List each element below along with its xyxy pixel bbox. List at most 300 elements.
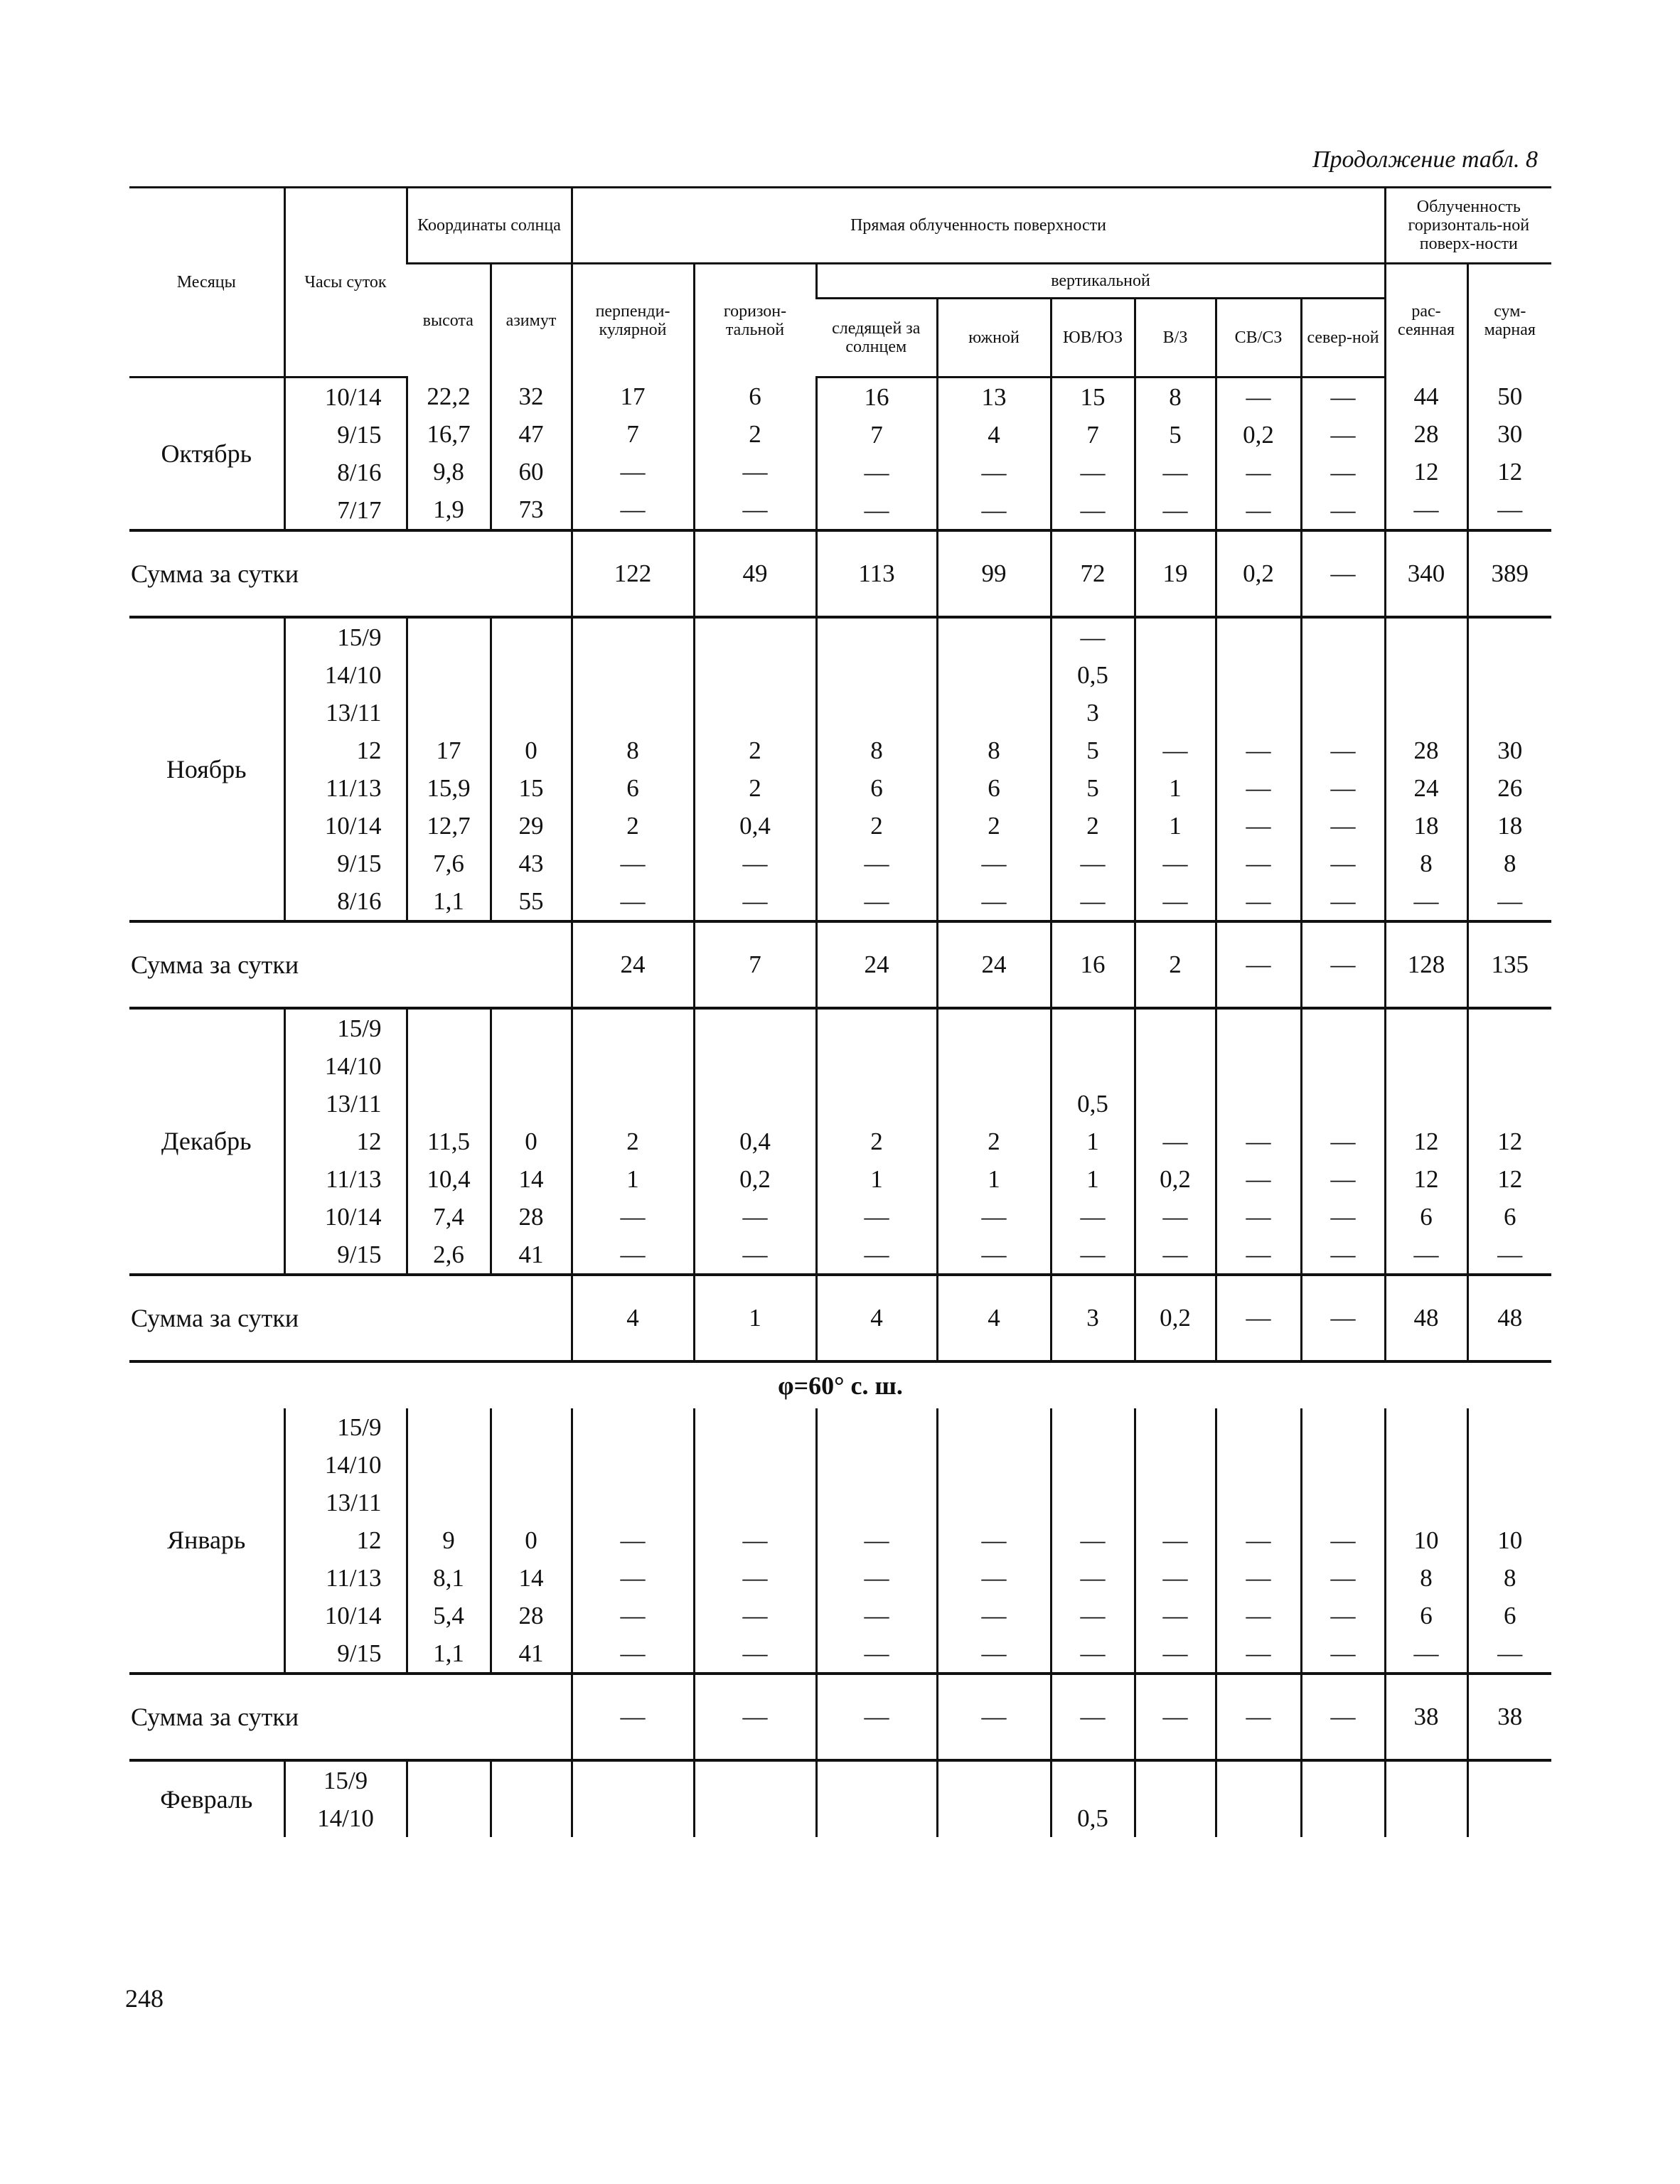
- cell-line: 2: [870, 812, 883, 840]
- cell-line: [1136, 619, 1215, 656]
- cell-line: 0,4: [739, 1128, 771, 1155]
- cell-line: [818, 619, 936, 656]
- cell-line: [1469, 694, 1552, 732]
- cell-line: [1136, 1408, 1215, 1446]
- cell-line: 15/9: [337, 623, 382, 651]
- cell-line: [818, 694, 936, 732]
- hours-cell: [284, 617, 407, 921]
- sum-cell: 48: [1467, 1275, 1551, 1361]
- sum-cell: 7: [694, 921, 816, 1008]
- ne-nw-cell: [1216, 1008, 1301, 1275]
- sum-cell: —: [1301, 921, 1385, 1008]
- cell-line: 1: [1086, 1128, 1099, 1155]
- sum-cell: 0,2: [1216, 530, 1301, 617]
- cell-line: [1302, 1010, 1384, 1047]
- cell-line: 10: [1497, 1526, 1523, 1554]
- cell-line: [1302, 1085, 1384, 1123]
- cell-line: 14: [518, 1564, 544, 1592]
- cell-line: 2: [988, 812, 1000, 840]
- cell-line: [938, 1446, 1050, 1484]
- altitude-cell: [407, 1408, 491, 1674]
- cell-line: —: [864, 887, 889, 915]
- cell-line: 8/16: [337, 887, 382, 915]
- cell-line: 15,9: [427, 774, 471, 802]
- cell-line: [492, 1446, 571, 1484]
- page-number: 248: [125, 1984, 164, 2013]
- perpendicular-cell: [572, 1408, 694, 1674]
- perpendicular-cell: [572, 378, 694, 531]
- cell-line: —: [864, 1564, 889, 1592]
- sum-cell: 19: [1135, 530, 1216, 617]
- cell-line: [492, 619, 571, 656]
- cell-line: 12: [1497, 1165, 1523, 1193]
- cell-line: [695, 619, 815, 656]
- sum-cell: 3: [1051, 1275, 1135, 1361]
- cell-line: 7,6: [433, 850, 464, 877]
- cell-line: —: [1330, 850, 1356, 877]
- cell-line: [1386, 1484, 1467, 1521]
- cell-line: —: [1497, 887, 1523, 915]
- cell-line: 0,4: [739, 812, 771, 840]
- sum-cell: 128: [1385, 921, 1467, 1008]
- e-w-cell: [1135, 378, 1216, 531]
- cell-line: —: [981, 1639, 1007, 1667]
- cell-line: [1469, 1085, 1552, 1123]
- cell-line: [695, 1010, 815, 1047]
- cell-line: —: [742, 1564, 768, 1592]
- cell-line: 8: [626, 737, 639, 764]
- cell-line: —: [1080, 1203, 1106, 1231]
- cell-line: —: [864, 1602, 889, 1629]
- e-w-cell: [1135, 1008, 1216, 1275]
- cell-line: 0,5: [1077, 1804, 1108, 1832]
- cell-line: 28: [518, 1602, 544, 1629]
- latitude-row: [129, 1361, 1551, 1408]
- header-e-w: В/З: [1135, 299, 1216, 378]
- cell-line: —: [1413, 1639, 1439, 1667]
- irradiance-table: [129, 186, 1551, 1837]
- cell-line: —: [620, 850, 646, 877]
- cell-line: [1217, 656, 1300, 694]
- sum-label: Сумма за сутки: [129, 1275, 572, 1361]
- cell-line: 8: [870, 737, 883, 764]
- sum-cell: —: [816, 1674, 937, 1760]
- cell-line: [818, 1446, 936, 1484]
- ne-nw-cell: [1216, 378, 1301, 531]
- cell-line: [1469, 1408, 1552, 1446]
- header-hours: Часы суток: [284, 188, 407, 378]
- north-cell: [1301, 617, 1385, 921]
- scattered-cell: [1385, 378, 1467, 531]
- se-sw-cell: [1051, 378, 1135, 531]
- header-sun-coords: Координаты солнца: [407, 188, 572, 264]
- tracking-cell: [816, 1408, 937, 1674]
- cell-line: [408, 1408, 490, 1446]
- cell-line: —: [1330, 1128, 1356, 1155]
- cell-line: 11/13: [326, 1165, 382, 1193]
- cell-line: [492, 1010, 571, 1047]
- cell-line: —: [1330, 737, 1356, 764]
- cell-line: 24: [1413, 774, 1439, 802]
- cell-line: [695, 1484, 815, 1521]
- cell-line: [1136, 1010, 1215, 1047]
- cell-line: 13: [981, 383, 1007, 411]
- cell-line: 18: [1497, 812, 1523, 840]
- scattered-cell: [1385, 617, 1467, 921]
- sum-label: Сумма за сутки: [129, 921, 572, 1008]
- cell-line: [1469, 656, 1552, 694]
- cell-line: —: [981, 459, 1007, 486]
- cell-line: 12: [356, 737, 382, 764]
- cell-line: —: [1246, 774, 1271, 802]
- cell-line: —: [1330, 496, 1356, 524]
- cell-line: —: [1246, 887, 1271, 915]
- cell-line: [1052, 1047, 1134, 1085]
- cell-line: 1: [1169, 812, 1182, 840]
- cell-line: [408, 1484, 490, 1521]
- cell-line: 15/9: [337, 1015, 382, 1042]
- cell-line: 30: [1497, 737, 1523, 764]
- cell-line: —: [1246, 1526, 1271, 1554]
- cell-line: 13/11: [326, 1090, 382, 1118]
- cell-line: —: [1080, 887, 1106, 915]
- table-body: [129, 378, 1551, 1838]
- cell-line: 2,6: [433, 1241, 464, 1268]
- cell-line: [1469, 1010, 1552, 1047]
- total-cell: [1467, 378, 1551, 531]
- cell-line: —: [620, 1602, 646, 1629]
- cell-line: 32: [518, 382, 544, 411]
- cell-line: [695, 656, 815, 694]
- cell-line: 12: [1413, 1165, 1439, 1193]
- cell-line: [938, 1085, 1050, 1123]
- cell-line: —: [981, 1602, 1007, 1629]
- total-cell: [1467, 1408, 1551, 1674]
- cell-line: —: [864, 1639, 889, 1667]
- cell-line: [1052, 1010, 1134, 1047]
- north-cell: [1301, 1408, 1385, 1674]
- cell-line: —: [1330, 1639, 1356, 1667]
- cell-line: 1,1: [433, 887, 464, 915]
- se-sw-cell: [1051, 1008, 1135, 1275]
- cell-line: —: [1080, 1639, 1106, 1667]
- cell-line: 8/16: [337, 459, 382, 486]
- cell-line: 14/10: [317, 1804, 374, 1832]
- sum-cell: 4: [572, 1275, 694, 1361]
- cell-line: 12: [1497, 1128, 1523, 1155]
- cell-line: 60: [518, 458, 544, 486]
- cell-line: —: [1246, 1241, 1271, 1268]
- cell-line: 44: [1413, 382, 1439, 411]
- cell-line: 47: [518, 420, 544, 449]
- cell-line: 0,2: [1243, 421, 1274, 449]
- cell-line: [408, 1085, 490, 1123]
- cell-line: —: [620, 1526, 646, 1554]
- cell-line: [938, 1408, 1050, 1446]
- cell-line: [1136, 1446, 1215, 1484]
- cell-line: —: [620, 1564, 646, 1592]
- cell-line: [1469, 619, 1552, 656]
- cell-line: 2: [749, 420, 761, 449]
- cell-line: [1302, 1484, 1384, 1521]
- month-cell: Декабрь: [161, 1127, 252, 1155]
- cell-line: —: [864, 1241, 889, 1268]
- cell-line: 11,5: [427, 1128, 470, 1155]
- hours-cell: [284, 1008, 407, 1275]
- sum-cell: 113: [816, 530, 937, 617]
- cell-line: —: [620, 496, 646, 524]
- total-cell: [1467, 617, 1551, 921]
- cell-line: 11/13: [326, 1564, 382, 1592]
- cell-line: 13/11: [326, 699, 382, 727]
- sum-cell: —: [1135, 1674, 1216, 1760]
- sum-cell: —: [1301, 1674, 1385, 1760]
- cell-line: —: [620, 458, 646, 486]
- cell-line: 14/10: [324, 1451, 382, 1479]
- azimuth-cell: [491, 1760, 572, 1837]
- cell-line: 28: [1413, 420, 1439, 449]
- cell-line: 10/14: [324, 383, 382, 411]
- cell-line: [408, 619, 490, 656]
- cell-line: 6: [1420, 1203, 1433, 1231]
- cell-line: —: [1080, 1526, 1106, 1554]
- sum-cell: 4: [937, 1275, 1051, 1361]
- cell-line: 22,2: [427, 382, 471, 411]
- cell-line: [1217, 1047, 1300, 1085]
- cell-line: 12: [1497, 458, 1523, 486]
- cell-line: —: [1080, 1602, 1106, 1629]
- cell-line: —: [981, 1241, 1007, 1268]
- cell-line: 2: [749, 737, 761, 764]
- cell-line: —: [1246, 1564, 1271, 1592]
- cell-line: 0,5: [1077, 661, 1108, 689]
- header-north: север-ной: [1301, 299, 1385, 378]
- sum-cell: —: [937, 1674, 1051, 1760]
- cell-line: [1386, 1010, 1467, 1047]
- cell-line: [573, 656, 693, 694]
- cell-line: 12,7: [427, 812, 471, 840]
- cell-line: —: [1246, 1602, 1271, 1629]
- perpendicular-cell: [572, 1760, 694, 1837]
- hours-cell: [284, 1760, 407, 1837]
- cell-line: 6: [870, 774, 883, 802]
- cell-line: 5,4: [433, 1602, 464, 1629]
- cell-line: [573, 619, 693, 656]
- header-south: южной: [937, 299, 1051, 378]
- cell-line: 11/13: [326, 774, 382, 802]
- cell-line: 1: [1086, 1165, 1099, 1193]
- table-row: [129, 378, 1551, 531]
- cell-line: [1302, 656, 1384, 694]
- ne-nw-cell: [1216, 617, 1301, 921]
- cell-line: [1217, 1446, 1300, 1484]
- cell-line: 4: [988, 421, 1000, 449]
- cell-line: —: [1330, 459, 1356, 486]
- se-sw-cell: [1051, 1408, 1135, 1674]
- cell-line: 12: [356, 1526, 382, 1554]
- tracking-cell: [816, 1008, 937, 1275]
- cell-line: —: [742, 458, 768, 486]
- sum-cell: 389: [1467, 530, 1551, 617]
- cell-line: —: [981, 887, 1007, 915]
- cell-line: —: [981, 850, 1007, 877]
- cell-line: 50: [1497, 382, 1523, 411]
- cell-line: [1386, 1446, 1467, 1484]
- cell-line: [1469, 1047, 1552, 1085]
- header-months: Месяцы: [129, 188, 284, 378]
- cell-line: 18: [1413, 812, 1439, 840]
- header-altitude: высота: [407, 264, 491, 378]
- cell-line: —: [1246, 1165, 1271, 1193]
- hours-cell: [284, 1408, 407, 1674]
- cell-line: 12: [1413, 458, 1439, 486]
- cell-line: —: [1330, 1203, 1356, 1231]
- cell-line: —: [1330, 812, 1356, 840]
- cell-line: —: [1330, 774, 1356, 802]
- azimuth-cell: [491, 1008, 572, 1275]
- cell-line: —: [1162, 1564, 1188, 1592]
- cell-line: [1217, 1010, 1300, 1047]
- perpendicular-cell: [572, 1008, 694, 1275]
- cell-line: —: [742, 1639, 768, 1667]
- cell-line: 0,5: [1077, 1090, 1108, 1118]
- cell-line: 0,2: [1160, 1165, 1191, 1193]
- cell-line: 2: [626, 1128, 639, 1155]
- perpendicular-cell: [572, 617, 694, 921]
- south-cell: [937, 378, 1051, 531]
- cell-line: —: [864, 850, 889, 877]
- cell-line: —: [981, 1526, 1007, 1554]
- cell-line: [1386, 656, 1467, 694]
- cell-line: —: [742, 1203, 768, 1231]
- cell-line: 7: [626, 420, 639, 449]
- table-row: [129, 1408, 1551, 1674]
- header-direct: Прямая облученность поверхности: [572, 188, 1385, 264]
- sum-label: Сумма за сутки: [129, 1674, 572, 1760]
- cell-line: 9/15: [337, 1241, 382, 1268]
- cell-line: 12: [356, 1128, 382, 1155]
- cell-line: —: [981, 496, 1007, 524]
- cell-line: 10/14: [324, 1602, 382, 1629]
- ne-nw-cell: [1216, 1760, 1301, 1837]
- cell-line: —: [1080, 496, 1106, 524]
- cell-line: 41: [518, 1241, 544, 1268]
- cell-line: [492, 656, 571, 694]
- cell-line: 5: [1086, 774, 1099, 802]
- sum-cell: 0,2: [1135, 1275, 1216, 1361]
- cell-line: 2: [1086, 812, 1099, 840]
- cell-line: 7,4: [433, 1203, 464, 1231]
- sum-row: [129, 530, 1551, 617]
- sum-cell: 1: [694, 1275, 816, 1361]
- cell-line: 29: [518, 812, 544, 840]
- cell-line: [818, 656, 936, 694]
- cell-line: [1386, 1085, 1467, 1123]
- month-cell: Февраль: [160, 1784, 253, 1814]
- cell-line: [938, 1484, 1050, 1521]
- hours-cell: [284, 378, 407, 531]
- sum-label: Сумма за сутки: [129, 530, 572, 617]
- cell-line: —: [1246, 812, 1271, 840]
- altitude-cell: [407, 617, 491, 921]
- north-cell: [1301, 1008, 1385, 1275]
- sum-cell: 38: [1467, 1674, 1551, 1760]
- cell-line: [1052, 1484, 1134, 1521]
- cell-line: 12: [1413, 1128, 1439, 1155]
- cell-line: [573, 694, 693, 732]
- cell-line: [1302, 1408, 1384, 1446]
- cell-line: 28: [518, 1203, 544, 1231]
- horizontal-cell: [694, 617, 816, 921]
- cell-line: —: [981, 1564, 1007, 1592]
- azimuth-cell: [491, 378, 572, 531]
- cell-line: 0: [525, 1526, 537, 1554]
- cell-line: 10/14: [324, 1203, 382, 1231]
- cell-line: [938, 1010, 1050, 1047]
- sum-cell: 2: [1135, 921, 1216, 1008]
- azimuth-cell: [491, 1408, 572, 1674]
- cell-line: 73: [518, 496, 544, 524]
- sum-cell: 135: [1467, 921, 1551, 1008]
- cell-line: —: [1080, 1241, 1106, 1268]
- cell-line: [938, 619, 1050, 656]
- cell-line: 7: [870, 421, 883, 449]
- horizontal-cell: [694, 1408, 816, 1674]
- cell-line: —: [1330, 1165, 1356, 1193]
- cell-line: —: [1246, 737, 1271, 764]
- se-sw-cell: [1051, 617, 1135, 921]
- cell-line: 16,7: [427, 420, 471, 449]
- cell-line: 28: [1413, 737, 1439, 764]
- cell-line: —: [742, 496, 768, 524]
- cell-line: [1052, 1446, 1134, 1484]
- cell-line: —: [1162, 887, 1188, 915]
- north-cell: [1301, 1760, 1385, 1837]
- cell-line: —: [1330, 383, 1356, 411]
- cell-line: —: [1330, 421, 1356, 449]
- cell-line: 8: [1169, 383, 1182, 411]
- header-perpendicular: перпенди-кулярной: [572, 264, 694, 378]
- month-cell: Ноябрь: [166, 754, 247, 783]
- cell-line: [938, 656, 1050, 694]
- cell-line: —: [1246, 1128, 1271, 1155]
- cell-line: 1: [870, 1165, 883, 1193]
- cell-line: [1217, 1484, 1300, 1521]
- cell-line: —: [1246, 459, 1271, 486]
- cell-line: —: [1162, 1128, 1188, 1155]
- cell-line: 43: [518, 850, 544, 877]
- cell-line: —: [864, 459, 889, 486]
- header-tracking: следящей за солнцем: [816, 299, 937, 378]
- cell-line: 7: [1086, 421, 1099, 449]
- cell-line: —: [742, 850, 768, 877]
- cell-line: [492, 1085, 571, 1123]
- cell-line: 26: [1497, 774, 1523, 802]
- cell-line: —: [1162, 459, 1188, 486]
- cell-line: [818, 1010, 936, 1047]
- azimuth-cell: [491, 617, 572, 921]
- cell-line: —: [1246, 383, 1271, 411]
- sum-cell: —: [1216, 921, 1301, 1008]
- cell-line: 14: [518, 1165, 544, 1193]
- cell-line: [1217, 619, 1300, 656]
- cell-line: —: [742, 1602, 768, 1629]
- sum-cell: —: [1216, 1674, 1301, 1760]
- sum-cell: —: [694, 1674, 816, 1760]
- cell-line: [938, 694, 1050, 732]
- cell-line: —: [742, 887, 768, 915]
- cell-line: —: [1497, 1639, 1523, 1667]
